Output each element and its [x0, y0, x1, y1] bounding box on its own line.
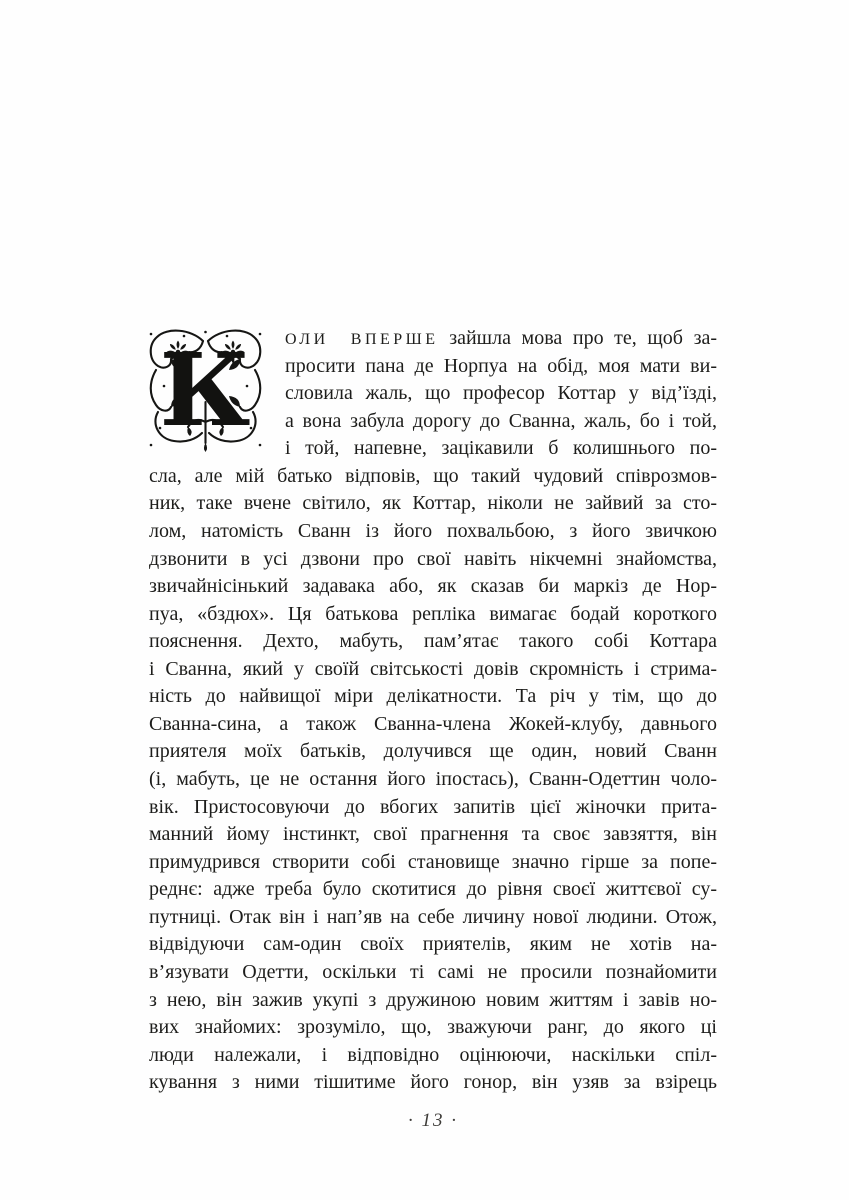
text-line: звичайнісінький задавака або, як сказав би маркіз де Нор-: [149, 575, 717, 598]
text-line: приятеля моїх батьків, долучився ще один, новий Сванн: [149, 740, 717, 763]
body-text: [149, 463, 717, 1097]
text-line: з нею, він зажив укупі з дружиною новим життям і завів но-: [149, 988, 717, 1011]
text-line: пуа, «бздюх». Ця батькова репліка вимагає бодай короткого: [149, 602, 717, 625]
text-line: дзвонити в усі дзвони про свої навіть нікчемні знайомства,: [149, 547, 717, 570]
text-line: пояснення. Дехто, мабуть, пам’ятає такого собі Коттара: [149, 630, 717, 653]
page-number: · 13 ·: [408, 1110, 458, 1131]
drop-cap-letter: К: [159, 331, 251, 449]
text-line: лом, натомість Сванн із його похвальбою, з його звичкою: [149, 519, 717, 542]
text-line: і Сванна, який у своїй світськості довів скромність і стрима-: [149, 657, 717, 680]
text-line: а вона забула дорогу до Сванна, жаль, бо і той,: [285, 409, 717, 432]
text-line: путниці. Отак він і нап’яв на себе личину нової людини. Отож,: [149, 905, 717, 928]
text-line: [285, 325, 717, 353]
text-line: просити пана де Норпуа на обід, моя мати ви-: [285, 354, 717, 377]
text-line: словила жаль, що професор Коттар у від’їзді,: [285, 382, 717, 405]
text-line: ник, таке вчене світило, як Коттар, ніколи не зайвий за сто-: [149, 492, 717, 515]
text-line: примудрився створити собі становище значно гірше за попе-: [149, 850, 717, 873]
opening-rest: зайшла мова про те, щоб за-: [449, 327, 717, 349]
text-line: манний йому інстинкт, свої прагнення та своє завзяття, він: [149, 823, 717, 846]
text-line: відвідуючи сам-один своїх приятелів, яким не хотів на-: [149, 933, 717, 956]
text-line: Сванна-сина, а також Сванна-члена Жокей-клубу, давнього: [149, 712, 717, 735]
text-line: (і, мабуть, це не остання його іпостась), Сванн-Одеттин чоло-: [149, 768, 717, 790]
text-line: вих знайомих: зрозуміло, що, зважуючи ранг, до якого ці: [149, 1016, 717, 1039]
text-line: вік. Пристосовуючи до вбогих запитів цієї жіночки прита-: [149, 795, 717, 818]
text-line: ність до найвищої міри делікатности. Та річ у тім, що до: [149, 685, 717, 708]
text-line: і той, напевне, зацікавили б колишнього по-: [285, 437, 717, 460]
text-line: в’язувати Одетти, оскільки ті самі не просили познайомити: [149, 960, 717, 983]
text-line: сла, але мій батько відповів, що такий чудовий співрозмов-: [149, 464, 717, 487]
text-line: реднє: адже треба було скотитися до рівня своєї життєвої су-: [149, 878, 717, 901]
opening-phrase: ОЛИ ВПЕРШЕ: [285, 331, 439, 348]
text-block: [149, 325, 717, 1097]
text-line: люди належали, і відповідно оцінюючи, наскільки спіл-: [149, 1043, 717, 1066]
drop-cap: [144, 326, 267, 453]
drop-cap-ornament: [144, 326, 267, 453]
text-line: кування з ними тішитиме його гонор, він узяв за взірець: [149, 1071, 717, 1094]
opening-lines: [285, 325, 717, 463]
